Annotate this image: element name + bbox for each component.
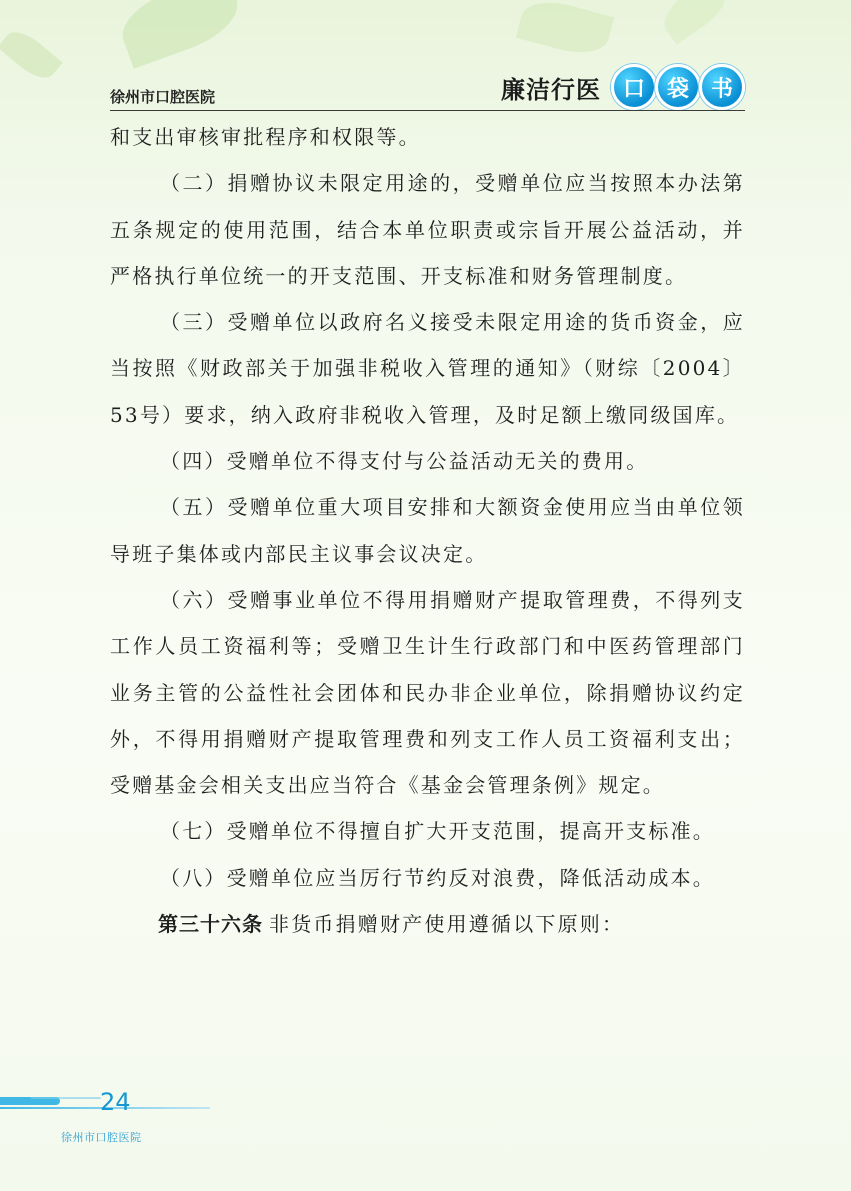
document-body xyxy=(110,114,745,947)
decorative-leaf xyxy=(656,0,734,45)
paragraph-item-5: （五）受赠单位重大项目安排和大额资金使用应当由单位领导班子集体或内部民主议事会议决定。 xyxy=(110,495,745,566)
decorative-leaf xyxy=(113,0,246,69)
paragraph-item-7: （七）受赠单位不得擅自扩大开支范围，提高开支标准。 xyxy=(160,819,715,844)
article-heading: 第三十六条 xyxy=(158,912,263,937)
paragraph-item-8: （八）受赠单位应当厉行节约反对浪费，降低活动成本。 xyxy=(160,865,715,890)
paragraph-item-6: （六）受赠事业单位不得用捐赠财产提取管理费，不得列支工作人员工资福利等；受赠卫生计生行政部门和中医药管理部门业务主管的公益性社会团体和民办非企业单位，除捐赠协议约定外，不得用捐赠财产提取管理费和列支工作人员工资福利支出；受赠基金会相关支出应当符合《基金会管理条例》规定。 xyxy=(110,587,745,798)
article-text: 非货币捐赠财产使用遵循以下原则： xyxy=(269,912,625,937)
page-number: 24 xyxy=(100,1088,131,1116)
page-header xyxy=(110,60,745,110)
paragraph-continuation: 和支出审核审批程序和权限等。 xyxy=(110,125,421,149)
article-36 xyxy=(110,901,745,947)
brand-title: 廉洁行医 xyxy=(501,74,601,104)
header-divider xyxy=(110,110,745,111)
paragraph-item-3: （三）受赠单位以政府名义接受未限定用途的货币资金，应当按照《财政部关于加强非税收入管理的通知》（财综〔2004〕53号）要求，纳入政府非税收入管理，及时足额上缴同级国库。 xyxy=(110,310,745,427)
brand-logo xyxy=(501,64,745,110)
header-hospital-name: 徐州市口腔医院 xyxy=(110,88,216,106)
paragraph-item-4: （四）受赠单位不得支付与公益活动无关的费用。 xyxy=(160,449,649,474)
paragraph-item-2: （二）捐赠协议未限定用途的，受赠单位应当按照本办法第五条规定的使用范围，结合本单位职责或宗旨开展公益活动，并严格执行单位统一的开支范围、开支标准和财务管理制度。 xyxy=(110,171,745,288)
decorative-leaf xyxy=(0,24,63,86)
footer-hospital-name: 徐州市口腔医院 xyxy=(61,1131,142,1144)
brand-badge-dai: 袋 xyxy=(655,64,701,110)
brand-badge-kou: 口 xyxy=(611,64,657,110)
decorative-leaf xyxy=(516,0,615,61)
brand-badge-shu: 书 xyxy=(699,64,745,110)
